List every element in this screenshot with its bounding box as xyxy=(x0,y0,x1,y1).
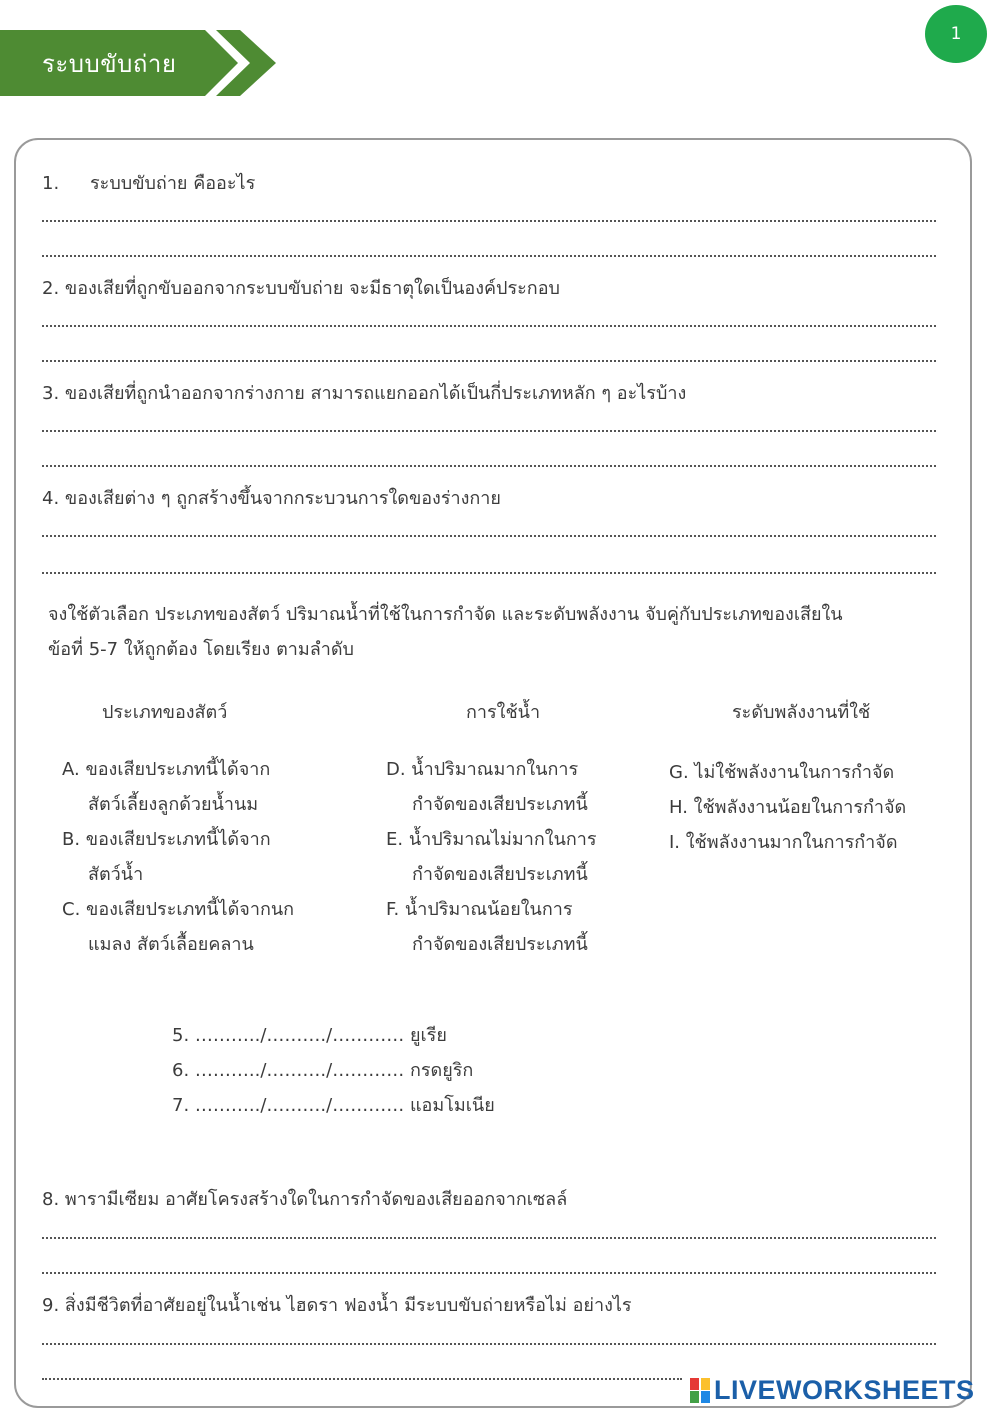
option-i: I. ใช้พลังงานมากในการกำจัด xyxy=(669,832,898,853)
question-1 xyxy=(42,168,255,197)
question-text: สิ่งมีชีวิตที่อาศัยอยู่ในน้ำเช่น ไฮดรา ฟองน้ำ มีระบบขับถ่ายหรือไม่ อย่างไร xyxy=(64,1295,632,1316)
energy-level-header: ระดับพลังงานที่ใช้ xyxy=(732,702,871,723)
answer-line[interactable] xyxy=(42,255,936,257)
matching-item-7 xyxy=(172,1090,495,1119)
option-a-line-2: สัตว์เลี้ยงลูกด้วยน้ำนม xyxy=(88,794,259,815)
instruction-line-2: ข้อที่ 5-7 ให้ถูกต้อง โดยเรียง ตามลำดับ xyxy=(48,639,354,660)
option-b-line-2: สัตว์น้ำ xyxy=(88,864,144,885)
question-number: 1. xyxy=(42,173,60,194)
question-number: 8. xyxy=(42,1189,60,1210)
answer-line[interactable] xyxy=(42,535,936,537)
question-2 xyxy=(42,273,560,302)
matching-answer-blank[interactable]: ………../………./………… xyxy=(194,1095,405,1116)
option-a xyxy=(62,752,270,822)
question-text: พารามีเซียม อาศัยโครงสร้างใดในการกำจัดของเสียออกจากเซลล์ xyxy=(64,1189,568,1210)
option-b-line-1: B. ของเสียประเภทนี้ได้จาก xyxy=(62,829,271,850)
page-title: ระบบขับถ่าย xyxy=(42,50,177,78)
answer-line[interactable] xyxy=(42,325,936,327)
matching-number: 6. xyxy=(172,1060,190,1081)
option-d-line-2: กำจัดของเสียประเภทนี้ xyxy=(412,794,588,815)
water-use-header: การใช้น้ำ xyxy=(466,702,541,723)
option-c xyxy=(62,892,294,962)
option-c-line-2: แมลง สัตว์เลื้อยคลาน xyxy=(88,934,254,955)
answer-line[interactable] xyxy=(42,572,936,574)
question-number: 4. xyxy=(42,488,60,509)
option-h: H. ใช้พลังงานน้อยในการกำจัด xyxy=(669,797,907,818)
matching-term: ยูเรีย xyxy=(409,1025,447,1046)
matching-answer-blank[interactable]: ………../………./………… xyxy=(194,1025,405,1046)
question-4 xyxy=(42,483,501,512)
answer-line[interactable] xyxy=(42,1378,682,1380)
option-c-line-1: C. ของเสียประเภทนี้ได้จากนก xyxy=(62,899,295,920)
option-d-line-1: D. น้ำปริมาณมากในการ xyxy=(386,759,579,780)
matching-instruction xyxy=(48,597,928,667)
question-text: ของเสียที่ถูกขับออกจากระบบขับถ่าย จะมีธาตุใดเป็นองค์ประกอบ xyxy=(64,278,560,299)
answer-line[interactable] xyxy=(42,1272,936,1274)
liveworksheets-icon xyxy=(690,1376,712,1404)
option-g: G. ไม่ใช้พลังงานในการกำจัด xyxy=(669,762,895,783)
answer-line[interactable] xyxy=(42,1343,936,1345)
answer-line[interactable] xyxy=(42,1237,936,1239)
instruction-line-1: จงใช้ตัวเลือก ประเภทของสัตว์ ปริมาณน้ำที่ใช้ในการกำจัด และระดับพลังงาน จับคู่กับประเภทของเสียใน xyxy=(48,604,843,625)
liveworksheets-logo xyxy=(690,1373,975,1407)
matching-term: แอมโมเนีย xyxy=(409,1095,495,1116)
question-9 xyxy=(42,1290,632,1319)
option-e-line-1: E. น้ำปริมาณไม่มากในการ xyxy=(386,829,597,850)
matching-item-5 xyxy=(172,1020,447,1049)
answer-line[interactable] xyxy=(42,465,936,467)
question-number: 2. xyxy=(42,278,60,299)
matching-number: 7. xyxy=(172,1095,190,1116)
question-8 xyxy=(42,1184,567,1213)
option-e xyxy=(386,822,597,892)
matching-term: กรดยูริก xyxy=(409,1060,474,1081)
question-number: 9. xyxy=(42,1295,60,1316)
liveworksheets-text: LIVEWORKSHEETS xyxy=(714,1374,975,1405)
question-text: ของเสียต่าง ๆ ถูกสร้างขึ้นจากกระบวนการใดของร่างกาย xyxy=(64,488,501,509)
matching-item-6 xyxy=(172,1055,473,1084)
option-f xyxy=(386,892,588,962)
option-e-line-2: กำจัดของเสียประเภทนี้ xyxy=(412,864,588,885)
option-d xyxy=(386,752,588,822)
question-text: ระบบขับถ่าย คืออะไร xyxy=(90,173,256,194)
option-f-line-2: กำจัดของเสียประเภทนี้ xyxy=(412,934,588,955)
answer-line[interactable] xyxy=(42,220,936,222)
animal-type-header: ประเภทของสัตว์ xyxy=(102,702,228,723)
matching-number: 5. xyxy=(172,1025,190,1046)
page-number-badge: 1 xyxy=(925,5,987,63)
answer-line[interactable] xyxy=(42,430,936,432)
matching-answer-blank[interactable]: ………../………./………… xyxy=(194,1060,405,1081)
question-number: 3. xyxy=(42,383,60,404)
option-f-line-1: F. น้ำปริมาณน้อยในการ xyxy=(386,899,573,920)
option-b xyxy=(62,822,271,892)
option-a-line-1: A. ของเสียประเภทนี้ได้จาก xyxy=(62,759,271,780)
question-3 xyxy=(42,378,686,407)
title-banner xyxy=(0,30,278,96)
answer-line[interactable] xyxy=(42,360,936,362)
question-text: ของเสียที่ถูกนำออกจากร่างกาย สามารถแยกออกได้เป็นกี่ประเภทหลัก ๆ อะไรบ้าง xyxy=(64,383,687,404)
